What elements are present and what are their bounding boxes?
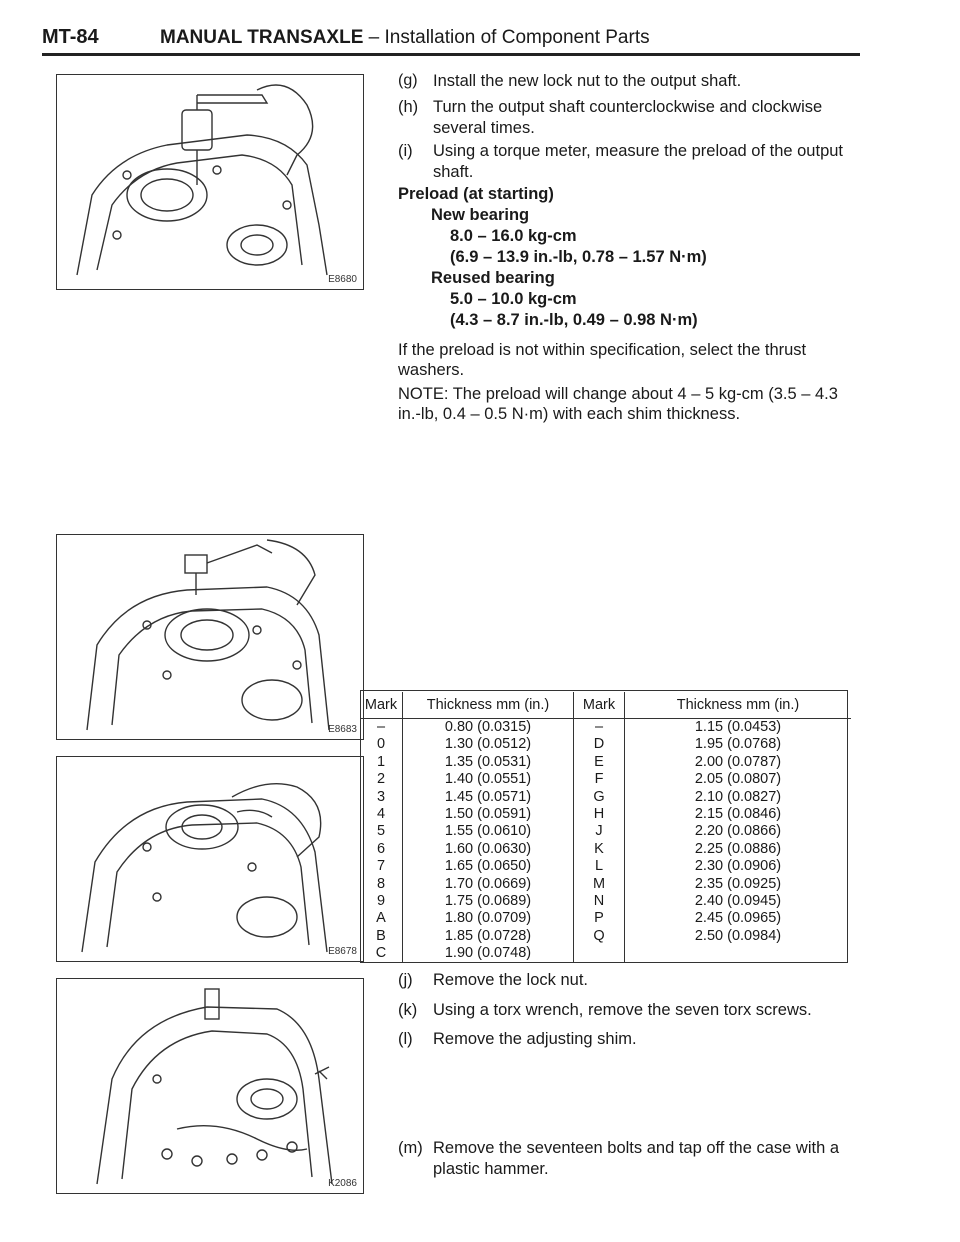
mark-cell (574, 945, 625, 962)
thickness-cell: 1.55 (0.0610) (403, 823, 574, 840)
thickness-cell: 1.15 (0.0453) (694, 719, 782, 735)
mark-cell: 6 (360, 841, 403, 858)
mark-cell: Q (574, 928, 625, 945)
thickness-cell: 1.50 (0.0591) (403, 806, 574, 823)
thickness-cell: 2.20 (0.0866) (694, 823, 782, 840)
header-rule (42, 53, 860, 56)
thickness-cell: 1.70 (0.0669) (403, 876, 574, 893)
thickness-cell: 1.30 (0.0512) (403, 736, 574, 753)
mark-cell: – (574, 719, 625, 737)
figure-code: E8678 (328, 946, 357, 957)
reused-bearing-label: Reused bearing (431, 269, 555, 287)
step-text: Using a torx wrench, remove the seven torx screws. (433, 1001, 812, 1019)
figure-remove-shim (56, 756, 364, 962)
page-header (42, 26, 862, 54)
mark-cell: C (360, 945, 403, 962)
mark-cell: 3 (360, 789, 403, 806)
page-title (160, 27, 650, 49)
mark-cell: 8 (360, 876, 403, 893)
section-subtitle: – Installation of Component Parts (368, 27, 650, 48)
table-row (360, 928, 851, 945)
step-label: (g) (398, 72, 418, 89)
table-header: Thickness mm (in.) (403, 692, 574, 719)
figure-code: K2086 (328, 1178, 357, 1189)
step-label: (k) (398, 1001, 418, 1019)
step-text: Install the new lock nut to the output shaft. (433, 72, 742, 90)
note-paragraph: NOTE: The preload will change about 4 – 5 kg-cm (3.5 – 4.3 in.-lb, 0.4 – 0.5 N·m) with each shim thickness. (398, 385, 838, 423)
table-row (360, 771, 851, 788)
figure-illustration (57, 75, 363, 289)
thickness-cell: 0.80 (0.0315) (403, 719, 574, 737)
thickness-cell: 1.75 (0.0689) (403, 893, 574, 910)
mark-cell: A (360, 910, 403, 927)
thickness-cell: 1.40 (0.0551) (403, 771, 574, 788)
thickness-cell: 1.65 (0.0650) (403, 858, 574, 875)
thickness-cell: 2.30 (0.0906) (694, 858, 782, 875)
table-row (360, 841, 851, 858)
mark-cell: H (574, 806, 625, 823)
figure-code: E8683 (328, 724, 357, 735)
thickness-cell: 1.35 (0.0531) (403, 754, 574, 771)
step-label: (m) (398, 1139, 423, 1157)
mark-cell: 5 (360, 823, 403, 840)
step-text: Remove the lock nut. (433, 971, 588, 989)
table-row (360, 719, 851, 737)
mark-cell: 0 (360, 736, 403, 753)
table-row (360, 806, 851, 823)
thickness-cell: 2.05 (0.0807) (694, 771, 782, 788)
step-label: (h) (398, 98, 419, 116)
spec-paragraph: If the preload is not within specification, select the thrust washers. (398, 341, 807, 379)
mark-cell: J (574, 823, 625, 840)
figure-torque-meter (56, 74, 364, 290)
step-label: (i) (398, 142, 413, 160)
mark-cell: L (574, 858, 625, 875)
new-bearing-value: 8.0 – 16.0 kg-cm (450, 227, 577, 245)
shim-table (360, 692, 851, 963)
section-title: MANUAL TRANSAXLE (160, 27, 364, 48)
mark-cell: 7 (360, 858, 403, 875)
step-text: Turn the output shaft counterclockwise and clockwise several times. (433, 98, 823, 137)
table-header: Mark (574, 692, 625, 719)
preload-spec (398, 184, 707, 331)
figure-illustration (57, 535, 363, 739)
mark-cell: N (574, 893, 625, 910)
table-header: Mark (360, 692, 403, 719)
mark-cell: D (574, 736, 625, 753)
mark-cell: G (574, 789, 625, 806)
thickness-cell: 2.45 (0.0965) (694, 910, 782, 927)
thickness-cell: 1.45 (0.0571) (403, 789, 574, 806)
mark-cell: F (574, 771, 625, 788)
step-text: Remove the adjusting shim. (433, 1030, 637, 1048)
table-row (360, 736, 851, 753)
mark-cell: B (360, 928, 403, 945)
mark-cell: 4 (360, 806, 403, 823)
figure-illustration (57, 979, 363, 1193)
step-label: (l) (398, 1030, 413, 1048)
step-label: (j) (398, 971, 413, 989)
table-row (360, 910, 851, 927)
figure-remove-lock-nut (56, 534, 364, 740)
thickness-cell: 1.60 (0.0630) (403, 841, 574, 858)
page-number: MT-84 (42, 26, 99, 48)
thickness-cell: 1.90 (0.0748) (403, 945, 574, 962)
thickness-cell: 2.25 (0.0886) (694, 840, 782, 857)
table-header: Thickness mm (in.) (625, 692, 852, 719)
thickness-cell (625, 945, 852, 962)
thickness-cell: 1.80 (0.0709) (403, 910, 574, 927)
new-bearing-value-alt: (6.9 – 13.9 in.-lb, 0.78 – 1.57 N·m) (450, 248, 707, 266)
thickness-cell: 1.95 (0.0768) (694, 736, 782, 753)
table-row (360, 893, 851, 910)
thickness-cell: 2.50 (0.0984) (694, 927, 782, 944)
mark-cell: – (360, 719, 403, 737)
table-row (360, 789, 851, 806)
reused-bearing-value: 5.0 – 10.0 kg-cm (450, 290, 577, 308)
mark-cell: P (574, 910, 625, 927)
table-row (360, 754, 851, 771)
mark-cell: 9 (360, 893, 403, 910)
reused-bearing-value-alt: (4.3 – 8.7 in.-lb, 0.49 – 0.98 N·m) (450, 311, 698, 329)
table-row (360, 858, 851, 875)
mark-cell: 2 (360, 771, 403, 788)
figure-remove-case (56, 978, 364, 1194)
preload-heading: Preload (at starting) (398, 185, 554, 203)
figure-code: E8680 (328, 274, 357, 285)
table-row (360, 945, 851, 962)
step-text: Remove the seventeen bolts and tap off the case with a plastic hammer. (433, 1139, 840, 1178)
thickness-cell: 2.15 (0.0846) (694, 806, 782, 823)
table-row (360, 876, 851, 893)
step-text: Using a torque meter, measure the preload of the output shaft. (433, 142, 844, 181)
mark-cell: 1 (360, 754, 403, 771)
mark-cell: K (574, 841, 625, 858)
mark-cell: M (574, 876, 625, 893)
thickness-cell: 1.85 (0.0728) (403, 928, 574, 945)
table-row (360, 823, 851, 840)
shim-table-body (360, 719, 851, 963)
thickness-cell: 2.35 (0.0925) (694, 875, 782, 892)
thickness-cell: 2.00 (0.0787) (694, 753, 782, 770)
new-bearing-label: New bearing (431, 206, 530, 224)
mark-cell: E (574, 754, 625, 771)
thickness-cell: 2.10 (0.0827) (694, 788, 782, 805)
thickness-cell: 2.40 (0.0945) (694, 893, 782, 910)
figure-illustration (57, 757, 363, 961)
